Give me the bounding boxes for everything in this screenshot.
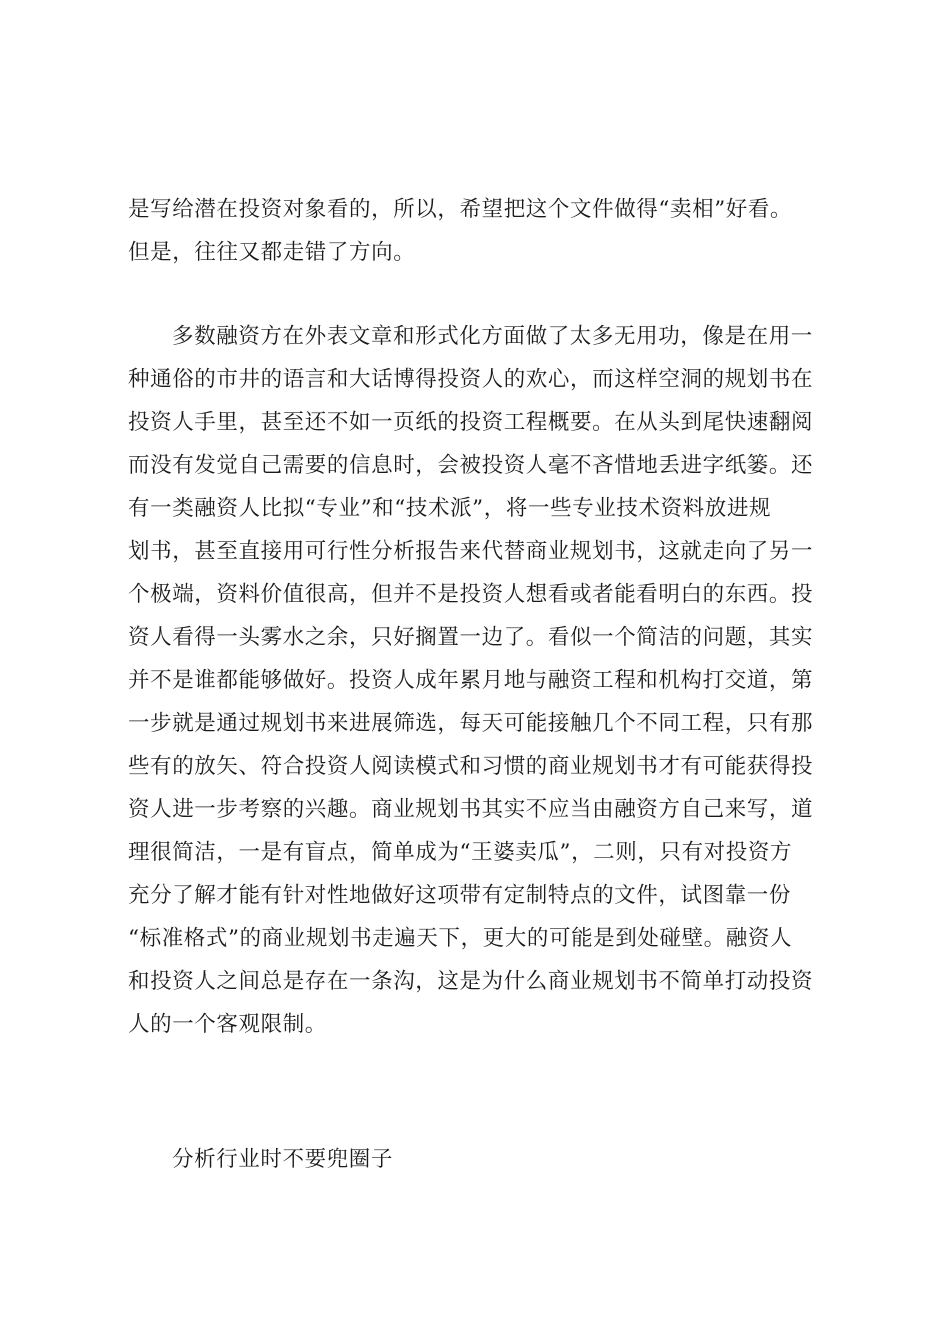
paragraph-body [128, 315, 832, 1046]
section-heading [128, 1138, 832, 1181]
text-line: 理很简洁，一是有盲点，简单成为“王婆卖瓜”，二则，只有对投资方 [128, 840, 793, 865]
text-line: 个极端，资料价值很高，但并不是投资人想看或者能看明白的东西。投 [128, 582, 814, 607]
text-line: 一步就是通过规划书来进展筛选，每天可能接触几个不同工程，只有那 [128, 711, 814, 736]
text-line: 而没有发觉自己需要的信息时，会被投资人毫不吝惜地丢进字纸篓。还 [128, 453, 814, 478]
text-line: 投资人手里，甚至还不如一页纸的投资工程概要。在从头到尾快速翻阅 [128, 410, 814, 435]
paragraph-continuation [128, 188, 832, 274]
text-line: 资人看得一头雾水之余，只好搁置一边了。看似一个简洁的问题，其实 [128, 625, 814, 650]
text-line: 资人进一步考察的兴趣。商业规划书其实不应当由融资方自己来写，道 [128, 797, 814, 822]
text-line: “标准格式”的商业规划书走遍天下，更大的可能是到处碰壁。融资人 [128, 926, 793, 951]
text-line: 多数融资方在外表文章和形式化方面做了太多无用功，像是在用一 [172, 324, 813, 349]
text-line: 和投资人之间总是存在一条沟，这是为什么商业规划书不简单打动投资 [128, 969, 814, 994]
text-line: 充分了解才能有针对性地做好这项带有定制特点的文件，试图靠一份 [128, 883, 792, 908]
text-line: 些有的放矢、符合投资人阅读模式和习惯的商业规划书才有可能获得投 [128, 754, 814, 779]
text-line: 分析行业时不要兜圈子 [172, 1147, 394, 1172]
text-line: 但是，往往又都走错了方向。 [128, 240, 416, 265]
text-line: 并不是谁都能够做好。投资人成年累月地与融资工程和机构打交道，第 [128, 668, 814, 693]
text-line: 是写给潜在投资对象看的，所以，希望把这个文件做得“卖相”好看。 [128, 197, 793, 222]
text-line: 划书，甚至直接用可行性分析报告来代替商业规划书，这就走向了另一 [128, 539, 814, 564]
text-line: 种通俗的市井的语言和大话博得投资人的欢心，而这样空洞的规划书在 [128, 367, 814, 392]
text-line: 有一类融资人比拟“专业”和“技术派”，将一些专业技术资料放进规 [128, 496, 772, 521]
text-line: 人的一个客观限制。 [128, 1012, 327, 1037]
